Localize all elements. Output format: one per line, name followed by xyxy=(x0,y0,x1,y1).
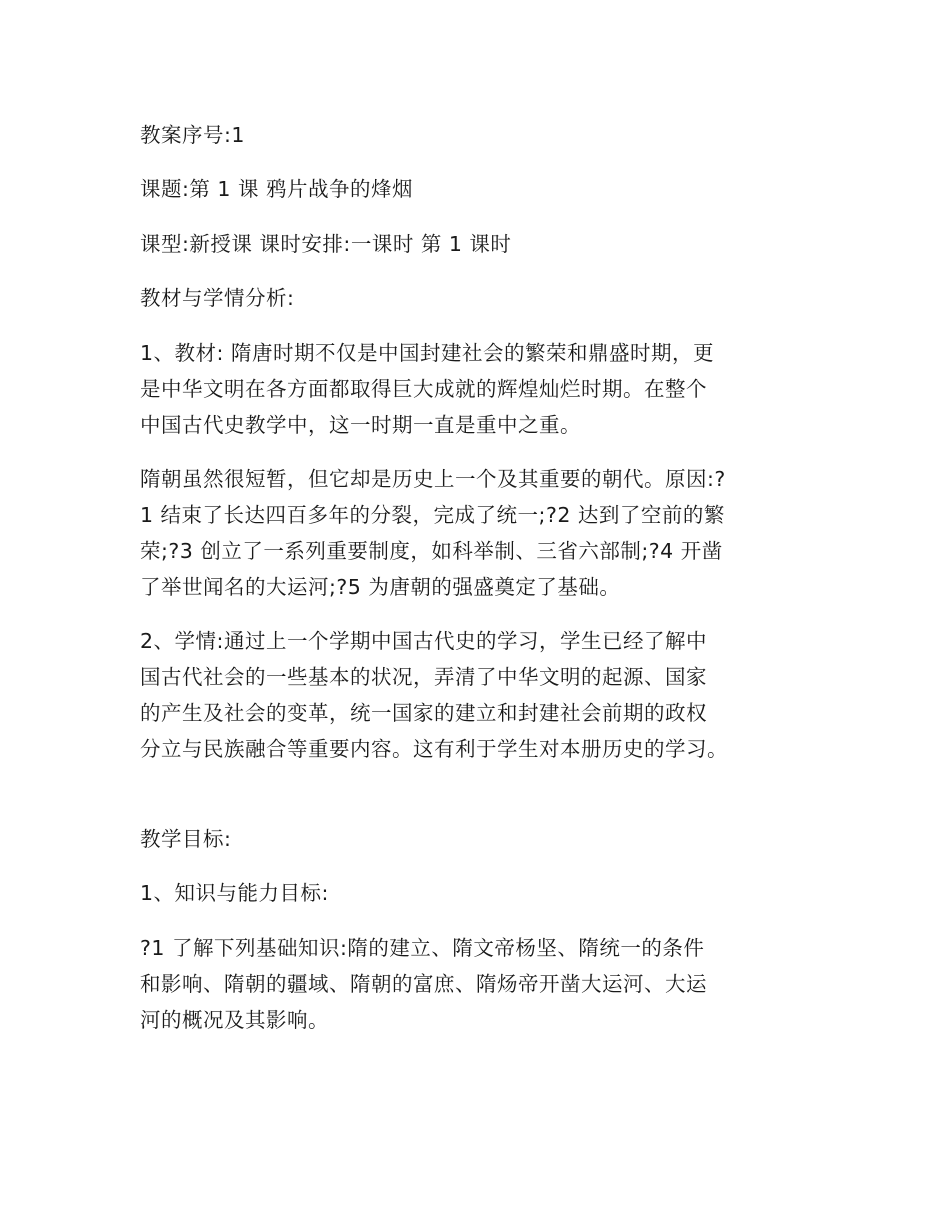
paragraph-line: 和影响、隋朝的疆域、隋朝的富庶、隋炀帝开凿大运河、大运 xyxy=(140,972,707,996)
paragraph-line: 2、学情:通过上一个学期中国古代史的学习，学生已经了解中 xyxy=(140,629,707,653)
paragraph-line: 隋朝虽然很短暂，但它却是历史上一个及其重要的朝代。原因:? xyxy=(140,467,726,491)
paragraph-line: 分立与民族融合等重要内容。这有利于学生对本册历史的学习。 xyxy=(140,737,728,761)
paragraph-line: 荣;?3 创立了一系列重要制度，如科举制、三省六部制;?4 开凿 xyxy=(140,539,723,563)
goals-heading: 教学目标: xyxy=(140,827,232,851)
paragraph-line: 1 结束了长达四百多年的分裂，完成了统一;?2 达到了空前的繁 xyxy=(140,503,725,527)
sui-paragraph xyxy=(140,461,726,605)
lesson-topic: 课题:第 1 课 鸦片战争的烽烟 xyxy=(140,177,413,201)
paragraph-line: ?1 了解下列基础知识:隋的建立、隋文帝杨坚、隋统一的条件 xyxy=(140,936,705,960)
lesson-type: 课型:新授课 课时安排:一课时 第 1 课时 xyxy=(140,232,512,256)
paragraph-line: 的产生及社会的变革，统一国家的建立和封建社会前期的政权 xyxy=(140,701,707,725)
paragraph-line: 中国古代史教学中，这一时期一直是重中之重。 xyxy=(140,413,581,437)
knowledge-paragraph xyxy=(140,930,707,1038)
lesson-serial: 教案序号:1 xyxy=(140,123,245,147)
analysis-heading: 教材与学情分析: xyxy=(140,286,295,310)
paragraph-line: 了举世闻名的大运河;?5 为唐朝的强盛奠定了基础。 xyxy=(140,575,621,599)
knowledge-goals-heading: 1、知识与能力目标: xyxy=(140,881,329,905)
paragraph-line: 国古代社会的一些基本的状况，弄清了中华文明的起源、国家 xyxy=(140,665,707,689)
textbook-paragraph xyxy=(140,335,714,443)
paragraph-line: 1、教材: 隋唐时期不仅是中国封建社会的繁荣和鼎盛时期，更 xyxy=(140,341,714,365)
paragraph-line: 是中华文明在各方面都取得巨大成就的辉煌灿烂时期。在整个 xyxy=(140,377,707,401)
students-paragraph xyxy=(140,623,728,767)
paragraph-line: 河的概况及其影响。 xyxy=(140,1008,329,1032)
